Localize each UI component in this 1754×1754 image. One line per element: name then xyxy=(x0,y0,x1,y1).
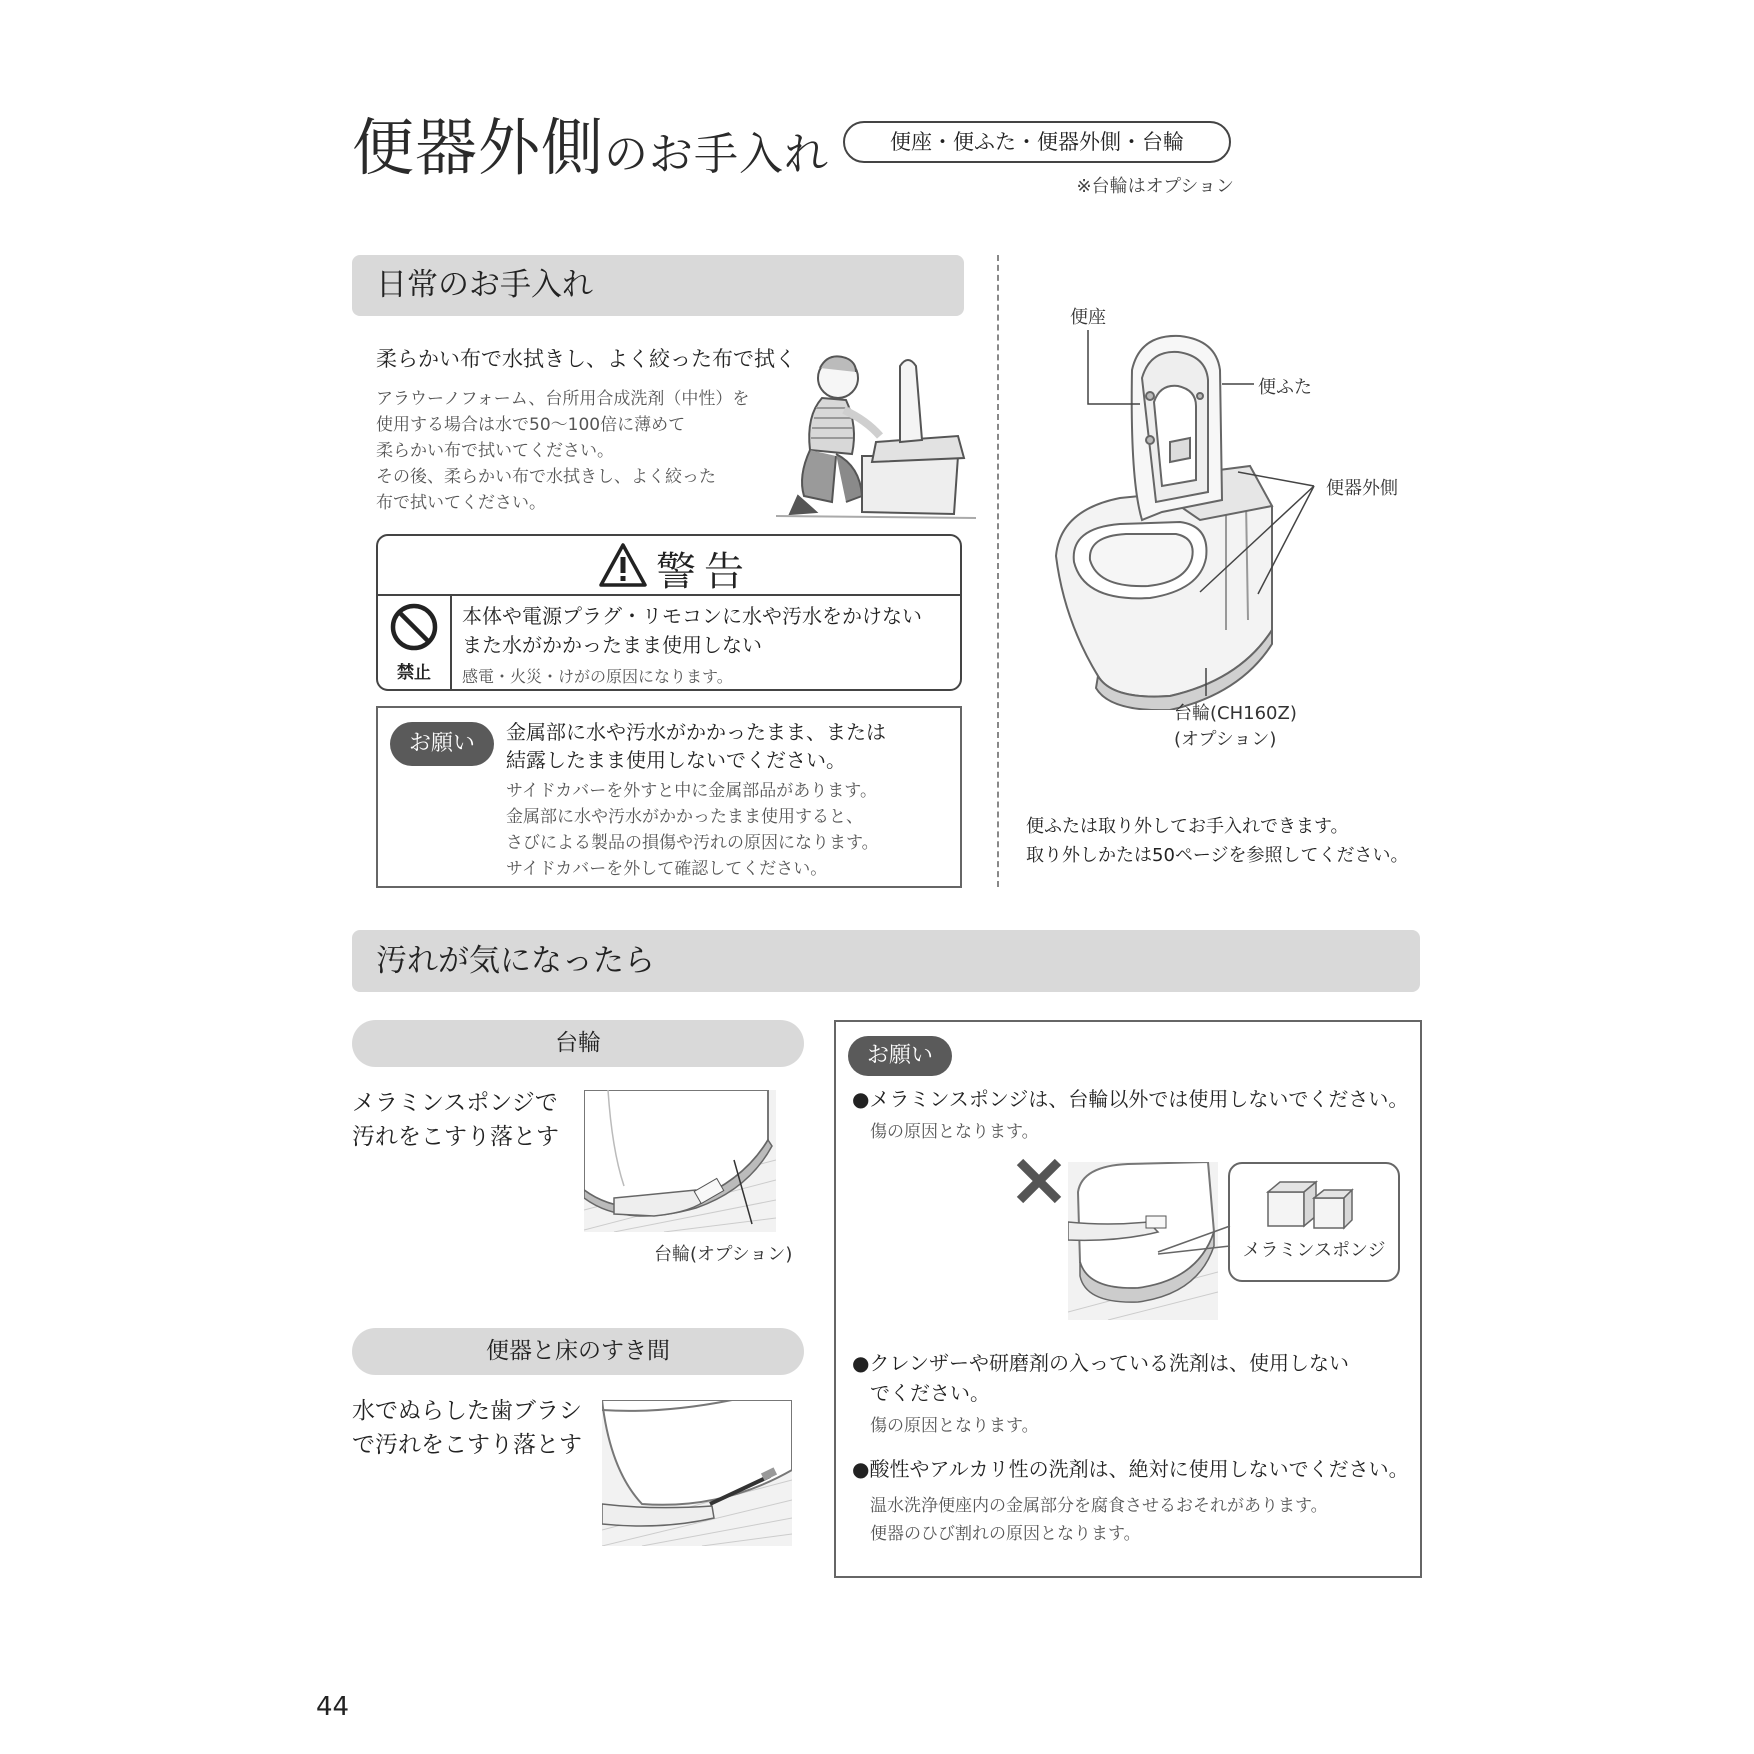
title-main: 便器外側 xyxy=(352,111,605,184)
gap-instruction-line: 水でぬらした歯ブラシ xyxy=(352,1398,582,1424)
request-item-sponge: ●メラミンスポンジは、台輪以外では使用しないでください。 xyxy=(852,1087,1409,1111)
request-item-cleanser-line: でください。 xyxy=(870,1381,990,1405)
warning-sub-text: 感電・火災・けがの原因になります。 xyxy=(462,667,733,686)
label-lid: 便ふた xyxy=(1258,377,1312,398)
daily-paragraph xyxy=(376,386,756,516)
sponge-label: メラミンスポンジ xyxy=(1242,1240,1386,1261)
request-sub-line: さびによる製品の損傷や汚れの原因になります。 xyxy=(506,833,879,853)
lid-removal-note xyxy=(1026,812,1409,870)
subsection-base-heading: 台輪 xyxy=(352,1020,804,1067)
label-outer: 便器外側 xyxy=(1326,478,1398,499)
gap-cleaning-illustration xyxy=(602,1400,792,1546)
request-item-sponge-sub: 傷の原因となります。 xyxy=(870,1122,1039,1142)
lid-removal-note-line: 便ふたは取り外してお手入れできます。 xyxy=(1026,816,1349,837)
toilet-diagram xyxy=(1050,330,1380,710)
label-base-line: 台輪(CH160Z) xyxy=(1174,703,1297,724)
cross-mark-icon xyxy=(1014,1156,1064,1206)
base-instruction xyxy=(352,1086,559,1154)
title-sub: のお手入れ xyxy=(604,129,830,180)
request-box-cleaners xyxy=(834,1020,1422,1578)
title-pill: 便座・便ふた・便器外側・台輪 xyxy=(843,121,1231,163)
request-item-acid-sub-line: 温水洗浄便座内の金属部分を腐食させるおそれがあります。 xyxy=(870,1496,1328,1516)
daily-paragraph-line: アラウーノフォーム、台所用合成洗剤（中性）を xyxy=(376,389,750,409)
request-item-acid: ●酸性やアルカリ性の洗剤は、絶対に使用しないでください。 xyxy=(852,1457,1409,1481)
warning-main-text xyxy=(462,602,922,660)
request-item-cleanser-line: ●クレンザーや研磨剤の入っている洗剤は、使用しない xyxy=(852,1351,1349,1375)
daily-paragraph-line: 布で拭いてください。 xyxy=(376,493,546,513)
lid-removal-note-line: 取り外しかたは50ページを参照してください。 xyxy=(1026,845,1409,866)
request-item-acid-sub xyxy=(870,1492,1328,1548)
sponge-callout xyxy=(1228,1162,1400,1282)
request-box-metal xyxy=(376,706,962,888)
request-main-text xyxy=(506,718,886,774)
prohibited-label: 禁止 xyxy=(397,663,431,683)
base-cleaning-illustration xyxy=(584,1090,776,1232)
request-main-line: 結露したまま使用しないでください。 xyxy=(506,748,846,772)
warning-main-line: 本体や電源プラグ・リモコンに水や汚水をかけない xyxy=(462,604,922,628)
request-item-cleanser-sub: 傷の原因となります。 xyxy=(870,1416,1039,1436)
page-number: 44 xyxy=(316,1692,350,1722)
daily-lead: 柔らかい布で水拭きし、よく絞った布で拭く xyxy=(376,347,796,371)
daily-paragraph-line: 柔らかい布で拭いてください。 xyxy=(376,441,614,461)
prohibited-cell xyxy=(378,594,452,689)
prohibited-icon xyxy=(389,602,439,652)
base-caption: 台輪(オプション) xyxy=(654,1244,793,1265)
section-dirty-heading: 汚れが気になったら xyxy=(352,930,1420,992)
request-sub-line: サイドカバーを外して確認してください。 xyxy=(506,859,828,879)
base-instruction-line: メラミンスポンジで xyxy=(352,1090,558,1116)
page-title xyxy=(352,98,829,187)
request-sub-line: 金属部に水や汚水がかかったまま使用すると、 xyxy=(506,807,863,827)
label-base-line: (オプション) xyxy=(1174,729,1277,750)
column-divider xyxy=(997,255,999,887)
warning-title: 警告 xyxy=(656,549,752,595)
daily-paragraph-line: 使用する場合は水で50〜100倍に薄めて xyxy=(376,415,686,435)
request-item-cleanser xyxy=(852,1348,1349,1408)
request-sub-line: サイドカバーを外すと中に金属部品があります。 xyxy=(506,781,877,801)
daily-paragraph-line: その後、柔らかい布で水拭きし、よく絞った xyxy=(376,467,716,487)
subsection-gap-heading: 便器と床のすき間 xyxy=(352,1328,804,1375)
cleaning-person-illustration xyxy=(776,346,976,522)
request-sub-text xyxy=(506,778,879,882)
gap-instruction-line: で汚れをこすり落とす xyxy=(352,1432,582,1458)
callout-pointer xyxy=(1154,1222,1234,1262)
label-base xyxy=(1174,701,1297,753)
warning-box xyxy=(376,534,962,691)
sponge-icon xyxy=(1264,1176,1356,1230)
request-badge: お願い xyxy=(848,1036,952,1076)
title-note: ※台輪はオプション xyxy=(1076,176,1234,197)
warning-triangle-icon xyxy=(598,542,648,588)
label-seat: 便座 xyxy=(1070,307,1106,328)
request-badge: お願い xyxy=(390,722,494,766)
gap-instruction xyxy=(352,1394,582,1462)
warning-main-line: また水がかかったまま使用しない xyxy=(462,633,762,657)
base-instruction-line: 汚れをこすり落とす xyxy=(352,1124,559,1150)
request-item-acid-sub-line: 便器のひび割れの原因となります。 xyxy=(870,1524,1141,1544)
section-daily-heading: 日常のお手入れ xyxy=(352,255,964,316)
warning-header xyxy=(378,536,960,596)
request-main-line: 金属部に水や汚水がかかったまま、または xyxy=(506,720,886,744)
